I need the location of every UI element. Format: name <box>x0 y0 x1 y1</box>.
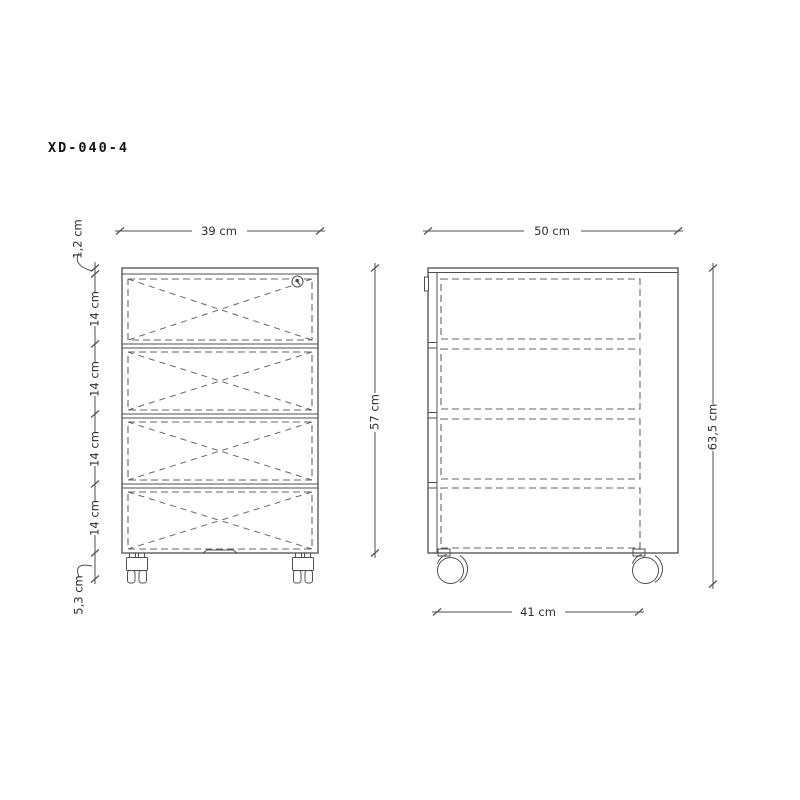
side-drawer-4 <box>441 488 640 548</box>
side-wheelbase-dimension <box>432 605 644 619</box>
front-caster-right <box>293 553 314 583</box>
front-drawer-2 <box>128 352 312 410</box>
front-width-label: 39 cm <box>201 224 237 238</box>
front-drawer-4 <box>128 492 312 549</box>
drawer-height-label-4: 14 cm <box>87 500 102 536</box>
side-view <box>368 224 720 619</box>
side-drawer-2 <box>441 349 640 409</box>
lock-icon <box>292 276 303 287</box>
drawer-height-label-1: 14 cm <box>87 291 102 327</box>
front-drawer-3 <box>128 422 312 480</box>
front-caster-left <box>127 553 148 583</box>
drawer-height-label-3: 14 cm <box>87 431 102 467</box>
side-wheelbase-label: 41 cm <box>520 605 556 619</box>
top-panel-thickness-label: 1,2 cm <box>70 219 85 259</box>
side-body-height-label: 57 cm <box>367 394 382 430</box>
side-caster-front <box>437 549 467 584</box>
side-depth-label: 50 cm <box>534 224 570 238</box>
front-height-dimensions <box>71 219 102 614</box>
side-drawer-1 <box>441 279 640 339</box>
front-view <box>71 219 326 614</box>
side-drawer-3 <box>441 419 640 479</box>
drawer-height-label-2: 14 cm <box>87 361 102 397</box>
side-caster-back <box>632 549 662 584</box>
side-body-height-dimension <box>368 263 382 558</box>
side-depth-dimension <box>423 224 683 238</box>
side-lock-tab <box>425 277 429 291</box>
drawing-title: XD-040-4 <box>48 140 130 156</box>
caster-height-label: 5,3 cm <box>71 575 86 615</box>
side-total-height-dimension <box>706 263 720 589</box>
side-total-height-label: 63,5 cm <box>705 403 720 451</box>
front-drawer-1 <box>128 279 312 340</box>
front-width-dimension <box>115 224 325 238</box>
